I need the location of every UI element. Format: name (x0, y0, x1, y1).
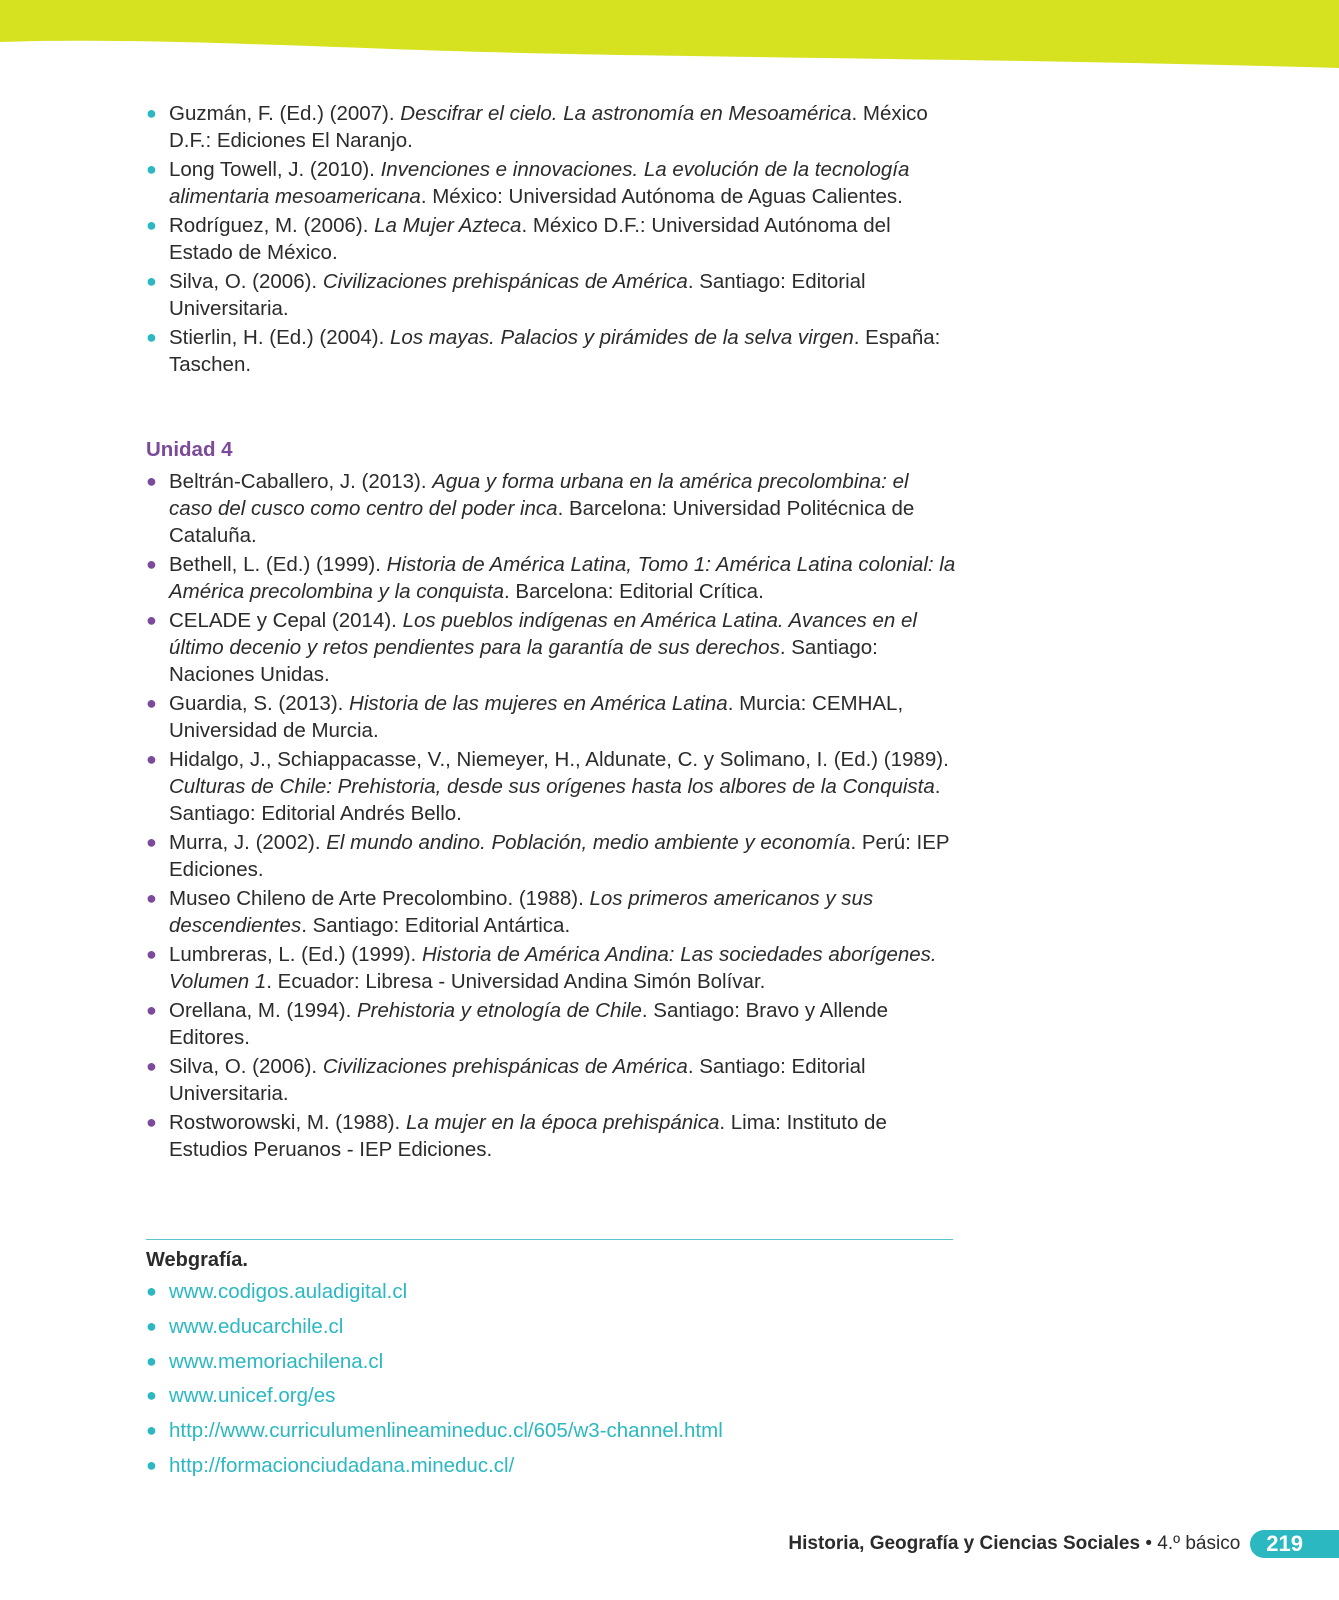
bullet-icon: ● (146, 159, 157, 179)
web-link-item[interactable] (146, 1278, 956, 1305)
reference-item: ● Stierlin, H. (Ed.) (2004). Los mayas. Palacios y pirámides de la selva virgen. España: Taschen. (146, 326, 941, 376)
bullet-icon: ● (146, 103, 157, 123)
web-link-item[interactable] (146, 1382, 956, 1409)
webography-heading: Webgrafía. (146, 1249, 248, 1271)
top-decorative-band (0, 0, 1339, 80)
bullet-icon: ● (146, 610, 157, 630)
web-link[interactable]: www.memoriachilena.cl (169, 1349, 384, 1373)
reference-item: ● Lumbreras, L. (Ed.) (1999). Historia de América Andina: Las sociedades aborígenes. Volumen 1. Ecuador: Libresa - Universidad Andina Simón Bolívar. (146, 943, 937, 993)
bullet-icon: ● (146, 693, 157, 713)
footer-text (788, 1533, 1240, 1555)
reference-item: ● Long Towell, J. (2010). Invenciones e innovaciones. La evolución de la tecnología alimentaria mesoamericana. México: Universidad Autónoma de Aguas Calientes. (146, 158, 910, 208)
web-link[interactable]: http://www.curriculumenlineamineduc.cl/605/w3-channel.html (169, 1419, 723, 1443)
web-link[interactable]: http://formacionciudadana.mineduc.cl/ (169, 1453, 515, 1477)
bullet-icon: ● (146, 1281, 157, 1301)
bullet-icon: ● (146, 327, 157, 347)
reference-item: ● Rostworowski, M. (1988). La mujer en la época prehispánica. Lima: Instituto de Estudios Peruanos - IEP Ediciones. (146, 1111, 887, 1161)
unit4-heading: Unidad 4 (146, 438, 233, 461)
bullet-icon: ● (146, 749, 157, 769)
bullet-icon: ● (146, 215, 157, 235)
reference-item: ● CELADE y Cepal (2014). Los pueblos indígenas en América Latina. Avances en el último decenio y retos pendientes para la garantía de sus derechos. Santiago: Naciones Unidas. (146, 609, 917, 686)
reference-item: ● Guzmán, F. (Ed.) (2007). Descifrar el cielo. La astronomía en Mesoamérica. México D.F.: Ediciones El Naranjo. (146, 102, 928, 152)
section-divider (146, 1239, 953, 1240)
bullet-icon: ● (146, 1000, 157, 1020)
reference-item: ● Orellana, M. (1994). Prehistoria y etnología de Chile. Santiago: Bravo y Allende Editores. (146, 999, 889, 1049)
reference-item: ● Museo Chileno de Arte Precolombino. (1988). Los primeros americanos y sus descendientes. Santiago: Editorial Antártica. (146, 887, 874, 937)
bullet-icon: ● (146, 554, 157, 574)
reference-item: ● Rodríguez, M. (2006). La Mujer Azteca. México D.F.: Universidad Autónoma del Estado de México. (146, 214, 891, 264)
bullet-icon: ● (146, 832, 157, 852)
reference-item: ● Silva, O. (2006). Civilizaciones prehispánicas de América. Santiago: Editorial Universitaria. (146, 1055, 866, 1105)
bullet-icon: ● (146, 1315, 157, 1336)
web-link[interactable]: www.unicef.org/es (169, 1384, 336, 1408)
bullet-icon: ● (146, 1350, 157, 1371)
web-link[interactable]: www.codigos.auladigital.cl (169, 1280, 408, 1303)
reference-list-unit3 (146, 100, 956, 378)
reference-item: ● Silva, O. (2006). Civilizaciones prehispánicas de América. Santiago: Editorial Universitaria. (146, 270, 866, 320)
bullet-icon: ● (146, 888, 157, 908)
reference-item: ● Murra, J. (2002). El mundo andino. Población, medio ambiente y economía. Perú: IEP Ediciones. (146, 831, 950, 881)
bullet-icon: ● (146, 944, 157, 964)
footer-subject: Historia, Geografía y Ciencias Sociales (788, 1533, 1141, 1554)
reference-item: ● Bethell, L. (Ed.) (1999). Historia de América Latina, Tomo 1: América Latina colonial: la América precolombina y la conquista. Barcelona: Editorial Crítica. (146, 553, 956, 603)
page-number: 219 (1250, 1530, 1339, 1558)
bibliography-content (146, 100, 956, 1487)
web-link-item[interactable] (146, 1417, 956, 1444)
footer-separator: • (1140, 1533, 1158, 1554)
reference-list-unit4 (146, 468, 956, 1163)
bullet-icon: ● (146, 1385, 157, 1406)
bullet-icon: ● (146, 1454, 157, 1475)
web-link-item[interactable] (146, 1313, 956, 1340)
bullet-icon: ● (146, 1112, 157, 1132)
bullet-icon: ● (146, 1420, 157, 1441)
bullet-icon: ● (146, 1056, 157, 1076)
bullet-icon: ● (146, 271, 157, 291)
reference-item: ● Hidalgo, J., Schiappacasse, V., Niemeyer, H., Aldunate, C. y Solimano, I. (Ed.) (1989). Culturas de Chile: Prehistoria, desde sus orígenes hasta los albores de la Conquista. Santiago: Editorial Andrés Bello. (146, 748, 949, 825)
footer-grade: 4.º básico (1157, 1533, 1241, 1554)
web-link[interactable]: www.educarchile.cl (169, 1314, 344, 1338)
web-link-item[interactable] (146, 1348, 956, 1375)
page-footer (788, 1530, 1339, 1558)
reference-item: ● Guardia, S. (2013). Historia de las mujeres en América Latina. Murcia: CEMHAL, Universidad de Murcia. (146, 692, 904, 742)
reference-item: ● Beltrán-Caballero, J. (2013). Agua y forma urbana en la américa precolombina: el caso del cusco como centro del poder inca. Barcelona: Universidad Politécnica de Cataluña. (146, 470, 915, 547)
web-link-item[interactable] (146, 1452, 956, 1479)
bullet-icon: ● (146, 471, 157, 491)
webography-list (146, 1278, 956, 1479)
